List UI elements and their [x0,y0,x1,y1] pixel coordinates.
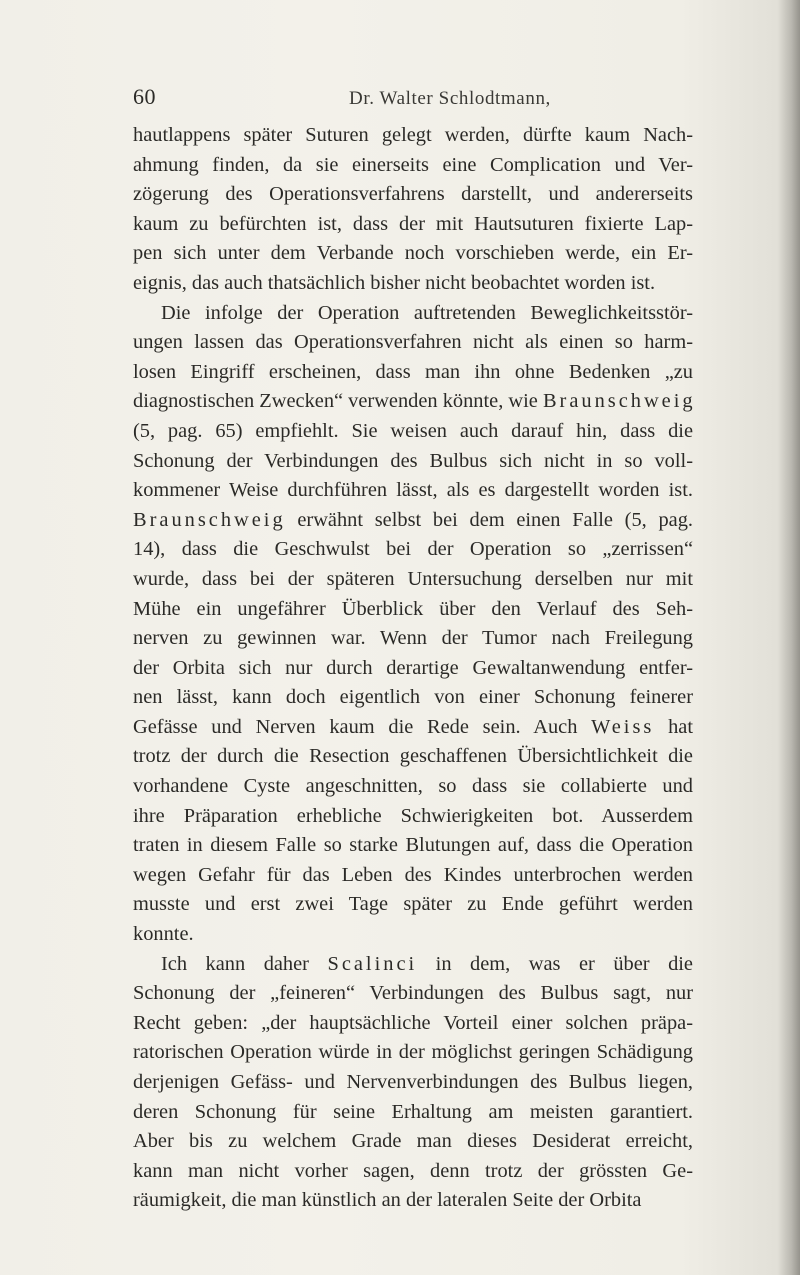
text-line: ahmung finden, da sie einerseits eine Complication und Ver- [133,153,693,176]
text-line: traten in diesem Falle so starke Blutungen auf, dass die Operation [133,834,693,857]
text-line: diagnostischen Zwecken“ verwenden könnte, wie Braunschweig [133,390,696,413]
text-line: eignis, das auch thatsächlich bisher nicht beobachtet worden ist. [133,271,656,294]
text-line: zögerung des Operationsverfahrens darstellt, und andererseits [133,183,693,206]
text-line: Mühe ein ungefährer Überblick über den Verlauf des Seh- [133,597,693,620]
text-line: der Orbita sich nur durch derartige Gewaltanwendung entfer- [133,656,693,679]
text-line: hautlappens später Suturen gelegt werden, dürfte kaum Nach- [133,124,693,146]
text-line: 14), dass die Geschwulst bei der Operation so „zerrissen“ [133,538,693,561]
text-line: ungen lassen das Operationsverfahren nicht als einen so harm- [133,331,693,354]
page-header [133,84,693,118]
page-edge-shadow [778,0,800,1275]
text-line: (5, pag. 65) empfiehlt. Sie weisen auch darauf hin, dass die [133,419,693,442]
text-line: trotz der durch die Resection geschaffenen Übersichtlichkeit die [133,745,693,768]
text-line: kommener Weise durchführen lässt, als es dargestellt worden ist. [133,479,693,502]
text-line: wurde, dass bei der späteren Untersuchung derselben nur mit [133,567,693,590]
text-line: deren Schonung für seine Erhaltung am meisten garantiert. [133,1100,693,1123]
text-line: kaum zu befürchten ist, dass der mit Hautsuturen fixierte Lap- [133,212,693,235]
text-line: wegen Gefahr für das Leben des Kindes unterbrochen werden [133,863,693,886]
text-line: derjenigen Gefäss- und Nervenverbindungen des Bulbus liegen, [133,1071,693,1093]
text-line: musste und erst zwei Tage später zu Ende geführt werden [133,893,693,916]
text-line: nen lässt, kann doch eigentlich von einer Schonung feinerer [133,686,693,709]
page-number: 60 [133,84,156,109]
text-line: ihre Präparation erhebliche Schwierigkeiten bot. Ausserdem [133,804,693,827]
text-line: konnte. [133,923,194,946]
text-line: ratorischen Operation würde in der möglichst geringen Schädigung [133,1041,693,1064]
text-line: Ich kann daher Scalinci in dem, was er über die [161,952,693,975]
text-line: Gefässe und Nerven kaum die Rede sein. Auch Weiss hat [133,715,693,738]
text-line: losen Eingriff erscheinen, dass man ihn ohne Bedenken „zu [133,360,693,383]
text-line: räumigkeit, die man künstlich an der lateralen Seite der Orbita [133,1189,642,1212]
text-line: Aber bis zu welchem Grade man dieses Desiderat erreicht, [133,1130,693,1153]
text-line: Die infolge der Operation auftretenden Beweglichkeitsstör- [161,301,693,324]
text-line: vorhandene Cyste angeschnitten, so dass sie collabierte und [133,775,693,798]
text-line: Recht geben: „der hauptsächliche Vorteil einer solchen präpa- [133,1011,693,1034]
text-line: pen sich unter dem Verbande noch vorschieben werde, ein Er- [133,242,693,265]
text-line: Schonung der Verbindungen des Bulbus sich nicht in so voll- [133,449,693,472]
text-line: kann man nicht vorher sagen, denn trotz der grössten Ge- [133,1159,693,1182]
body-text [133,121,696,1216]
text-line: nerven zu gewinnen war. Wenn der Tumor nach Freilegung [133,627,693,650]
text-line: Schonung der „feineren“ Verbindungen des Bulbus sagt, nur [133,982,693,1005]
text-line: Braunschweig erwähnt selbst bei dem einen Falle (5, pag. [133,508,693,531]
running-head: Dr. Walter Schlodtmann, [349,88,551,109]
